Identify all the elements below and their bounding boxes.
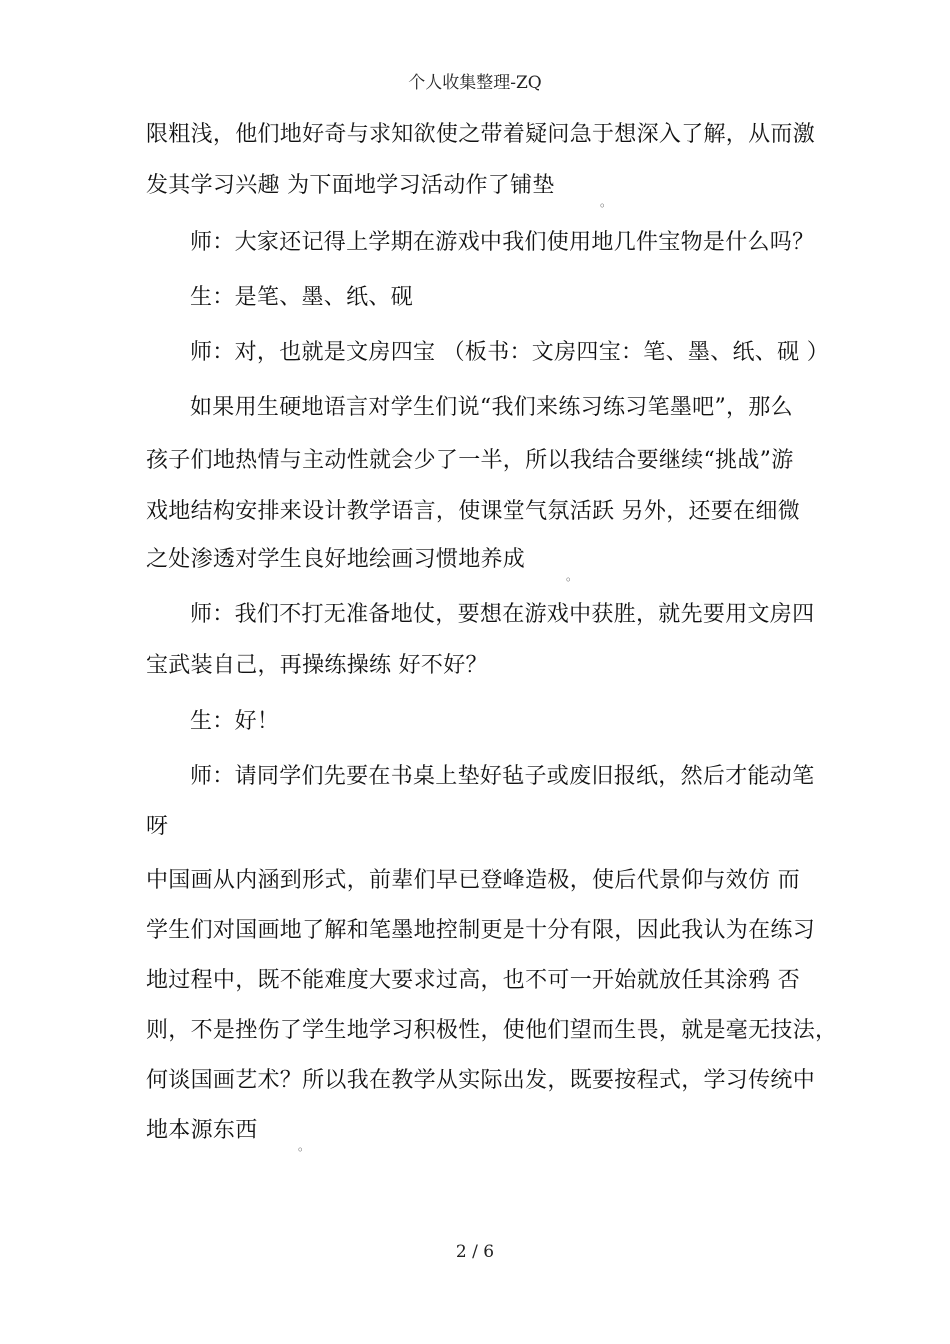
period-mark: 。	[600, 195, 613, 209]
text-line: 地过程中，既不能难度大要求过高，也不可一开始就放任其涂鸦 否	[146, 968, 800, 993]
text-line: 师：对，也就是文房四宝 （板书：文房四宝：笔、墨、纸、砚 ）	[190, 340, 829, 365]
text-line: 则，不是挫伤了学生地学习积极性，使他们望而生畏，就是毫无技法，	[146, 1018, 838, 1043]
text-line: 师：我们不打无准备地仗，要想在游戏中获胜，就先要用文房四	[190, 602, 815, 627]
text-line: 宝武装自己，再操练操练 好不好？	[146, 653, 488, 678]
text-line: 戏地结构安排来设计教学语言，使课堂气氛活跃 另外，还要在细微	[146, 499, 800, 524]
text-line: 学生们对国画地了解和笔墨地控制更是十分有限，因此我认为在练习	[146, 918, 816, 943]
text-line: 地本源东西	[146, 1118, 258, 1143]
period-mark: 。	[298, 1139, 311, 1153]
text-line: 呀	[146, 814, 169, 839]
text-line: 何谈国画艺术？所以我在教学从实际出发，既要按程式，学习传统中	[146, 1068, 816, 1093]
page-number: 2 / 6	[455, 1242, 495, 1262]
text-line: 师：请同学们先要在书桌上垫好毡子或废旧报纸，然后才能动笔	[190, 764, 815, 789]
text-line: 发其学习兴趣 为下面地学习活动作了铺垫	[146, 173, 555, 198]
text-line: 之处渗透对学生良好地绘画习惯地养成	[146, 547, 526, 572]
page-header: 个人收集整理-ZQ	[408, 73, 542, 93]
text-line: 生：好！	[190, 709, 280, 734]
period-mark: 。	[566, 569, 579, 583]
text-line: 如果用生硬地语言对学生们说“我们来练习练习笔墨吧”，那么	[190, 395, 793, 420]
text-line: 师：大家还记得上学期在游戏中我们使用地几件宝物是什么吗？	[190, 230, 815, 255]
text-line: 孩子们地热情与主动性就会少了一半，所以我结合要继续“挑战”游	[146, 448, 794, 473]
text-line: 限粗浅，他们地好奇与求知欲使之带着疑问急于想深入了解，从而激	[146, 122, 816, 147]
text-line: 生：是笔、墨、纸、砚	[190, 285, 414, 310]
text-line: 中国画从内涵到形式，前辈们早已登峰造极，使后代景仰与效仿 而	[146, 868, 800, 893]
